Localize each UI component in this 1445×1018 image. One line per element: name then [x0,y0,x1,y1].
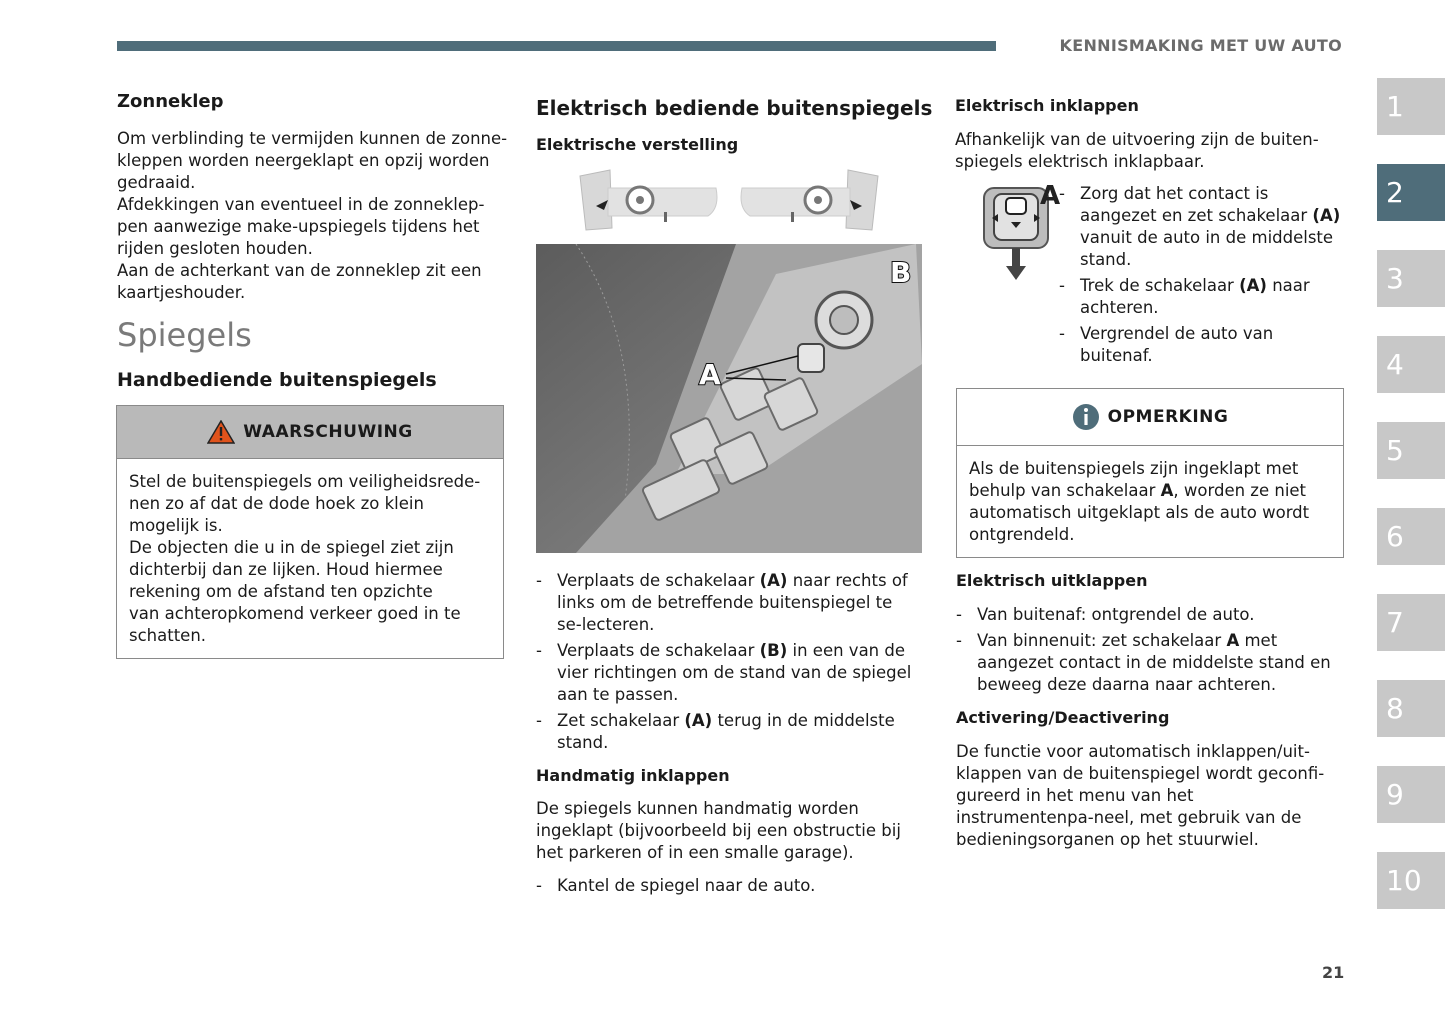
inklappen-heading: Elektrisch inklappen [955,96,1139,115]
handbediende-heading: Handbediende buitenspiegels [117,369,437,391]
list-item: - Van buitenaf: ontgrendel de auto. [956,604,1342,626]
zonneklep-text: Om verblinding te vermijden kunnen de zonne- kleppen worden neergeklapt en opzij worden gedraaid. Afdekkingen van eventueel in de zonneklep- pen aanwezige make-upspiegels tijdens het rijden gesloten houden. Aan de achterkant van de zonneklep zit een kaartjeshouder. [117,129,508,302]
chapter-tab-5[interactable]: 5 [1377,422,1445,479]
warning-header [117,406,503,459]
chapter-tab-9[interactable]: 9 [1377,766,1445,823]
chapter-tab-7[interactable]: 7 [1377,594,1445,651]
zonneklep-heading: Zonneklep [117,91,224,112]
note-label: OPMERKING [1107,407,1229,427]
chapter-tab-2[interactable]: 2 [1377,164,1445,221]
chapter-tab-3[interactable]: 3 [1377,250,1445,307]
right-mirror-diagram [736,168,880,234]
chapter-tab-6[interactable]: 6 [1377,508,1445,565]
warning-text: Stel de buitenspiegels om veiligheidsrede- nen zo af dat de dode hoek zo klein mogelijk is. De objecten die u in de spiegel ziet zijn dichterbij dan ze lijken. Houd hiermee rekening om de afstand ten opzichte van achteropkomend verkeer goed in te schatten. [129,472,481,645]
photo-label-a: A [699,358,721,391]
activering-heading: Activering/Deactivering [956,708,1170,727]
inklappen-text: Afhankelijk van de uitvoering zijn de buiten-spiegels elektrisch inklapbaar. [955,130,1319,171]
note-text: Als de buitenspiegels zijn ingeklapt met behulp van schakelaar A, worden ze niet automatisch uitgeklapt als de auto wordt ontgrendeld. [969,459,1310,544]
switch-label-a: A [1040,182,1061,211]
list-item: - Zorg dat het contact is aangezet en zet schakelaar (A) vanuit de auto in de middelste stand. [1059,183,1342,271]
handmatig-text: De spiegels kunnen handmatig worden ingeklapt (bijvoorbeeld bij een obstructie bij het parkeren of in een smalle garage). [536,799,901,862]
warning-triangle-icon [207,420,235,444]
info-icon [1072,403,1100,431]
photo-label-b: B [890,256,912,289]
verstelling-list [536,570,922,758]
uitklappen-heading: Elektrisch uitklappen [956,571,1148,590]
warning-label: WAARSCHUWING [243,422,413,442]
header-bar [117,41,996,51]
list-item: - Verplaats de schakelaar (B) in een van de vier richtingen om de stand van de spiegel aan te passen. [536,640,922,706]
note-box [956,388,1344,558]
handmatig-heading: Handmatig inklappen [536,766,730,785]
warning-box [116,405,504,659]
chapter-title: KENNISMAKING MET UW AUTO [1059,36,1342,55]
uitklappen-list [956,604,1342,700]
list-item: - Vergrendel de auto van buitenaf. [1059,323,1342,367]
door-switch-photo [536,244,922,553]
verstelling-subheading: Elektrische verstelling [536,135,739,154]
chapter-tab-10[interactable]: 10 [1377,852,1445,909]
note-header [957,389,1343,446]
elektrisch-heading: Elektrisch bediende buitenspiegels [536,96,933,120]
list-item: - Verplaats de schakelaar (A) naar rechts of links om de betreffende buitenspiegel te se-lecteren. [536,570,922,636]
list-item: - Kantel de spiegel naar de auto. [536,875,922,897]
list-item: - Van binnenuit: zet schakelaar A met aangezet contact in de middelste stand en beweeg deze daarna naar achteren. [956,630,1342,696]
inklappen-list [1059,183,1342,371]
spiegels-heading: Spiegels [117,316,252,354]
chapter-tab-1[interactable]: 1 [1377,78,1445,135]
activering-text: De functie voor automatisch inklappen/uit-klappen van de buitenspiegel wordt geconfi-gureerd in het menu van het instrumentenpa-neel, met gebruik van de bedieningsorganen op het stuurwiel. [956,742,1325,849]
page-number: 21 [1322,963,1345,982]
list-item: - Trek de schakelaar (A) naar achteren. [1059,275,1342,319]
list-item: - Zet schakelaar (A) terug in de middelste stand. [536,710,922,754]
chapter-tab-4[interactable]: 4 [1377,336,1445,393]
chapter-tab-8[interactable]: 8 [1377,680,1445,737]
left-mirror-diagram [578,168,722,234]
mirror-fold-switch-icon [980,182,1064,282]
handmatig-list [536,875,922,901]
